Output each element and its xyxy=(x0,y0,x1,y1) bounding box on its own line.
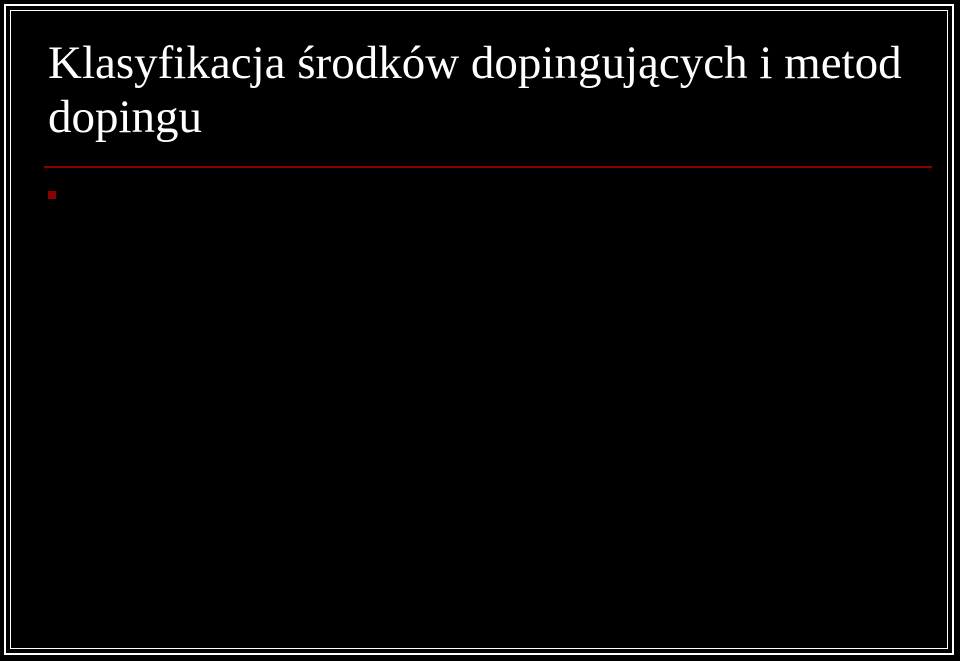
title-divider xyxy=(44,166,932,168)
category-e-examples: min.Gh, ACTH, EPO xyxy=(62,568,200,585)
category-b: B. Narkotyczne środki przeciwbólowe xyxy=(48,280,295,297)
category-e: E. Hormony peptydowe i glikoproteinowe xyxy=(48,535,319,552)
category-c-1: 1.Steroidy anaboliczne – androgenne xyxy=(62,374,300,391)
category-c-1-examples: min. nandrolon, stanozolol, testosteron xyxy=(112,402,361,419)
category-a-examples: min. amfetamina, efedryna, kokaina xyxy=(112,246,344,263)
category-d-examples: min.furosemid, hydrochlorotiazyd xyxy=(70,501,290,518)
slide-title: Klasyfikacja środków dopingujących i metod dopingu xyxy=(48,37,902,143)
square-bullet-icon xyxy=(48,191,56,199)
category-a: A. Środki pobudzające – stymulanty xyxy=(48,216,282,233)
category-b-examples: min. morfina, petydyna xyxy=(112,310,263,327)
section-heading: KLASY ŚRODKÓW DOPINGUJĄCYCH xyxy=(112,185,388,202)
category-c-2: 2. Inne środki anaboliczne np.klenbuterol xyxy=(62,434,328,451)
category-c: C. Środki anaboliczne xyxy=(48,342,190,359)
category-d: D. Środki moczopędne xyxy=(48,468,196,485)
